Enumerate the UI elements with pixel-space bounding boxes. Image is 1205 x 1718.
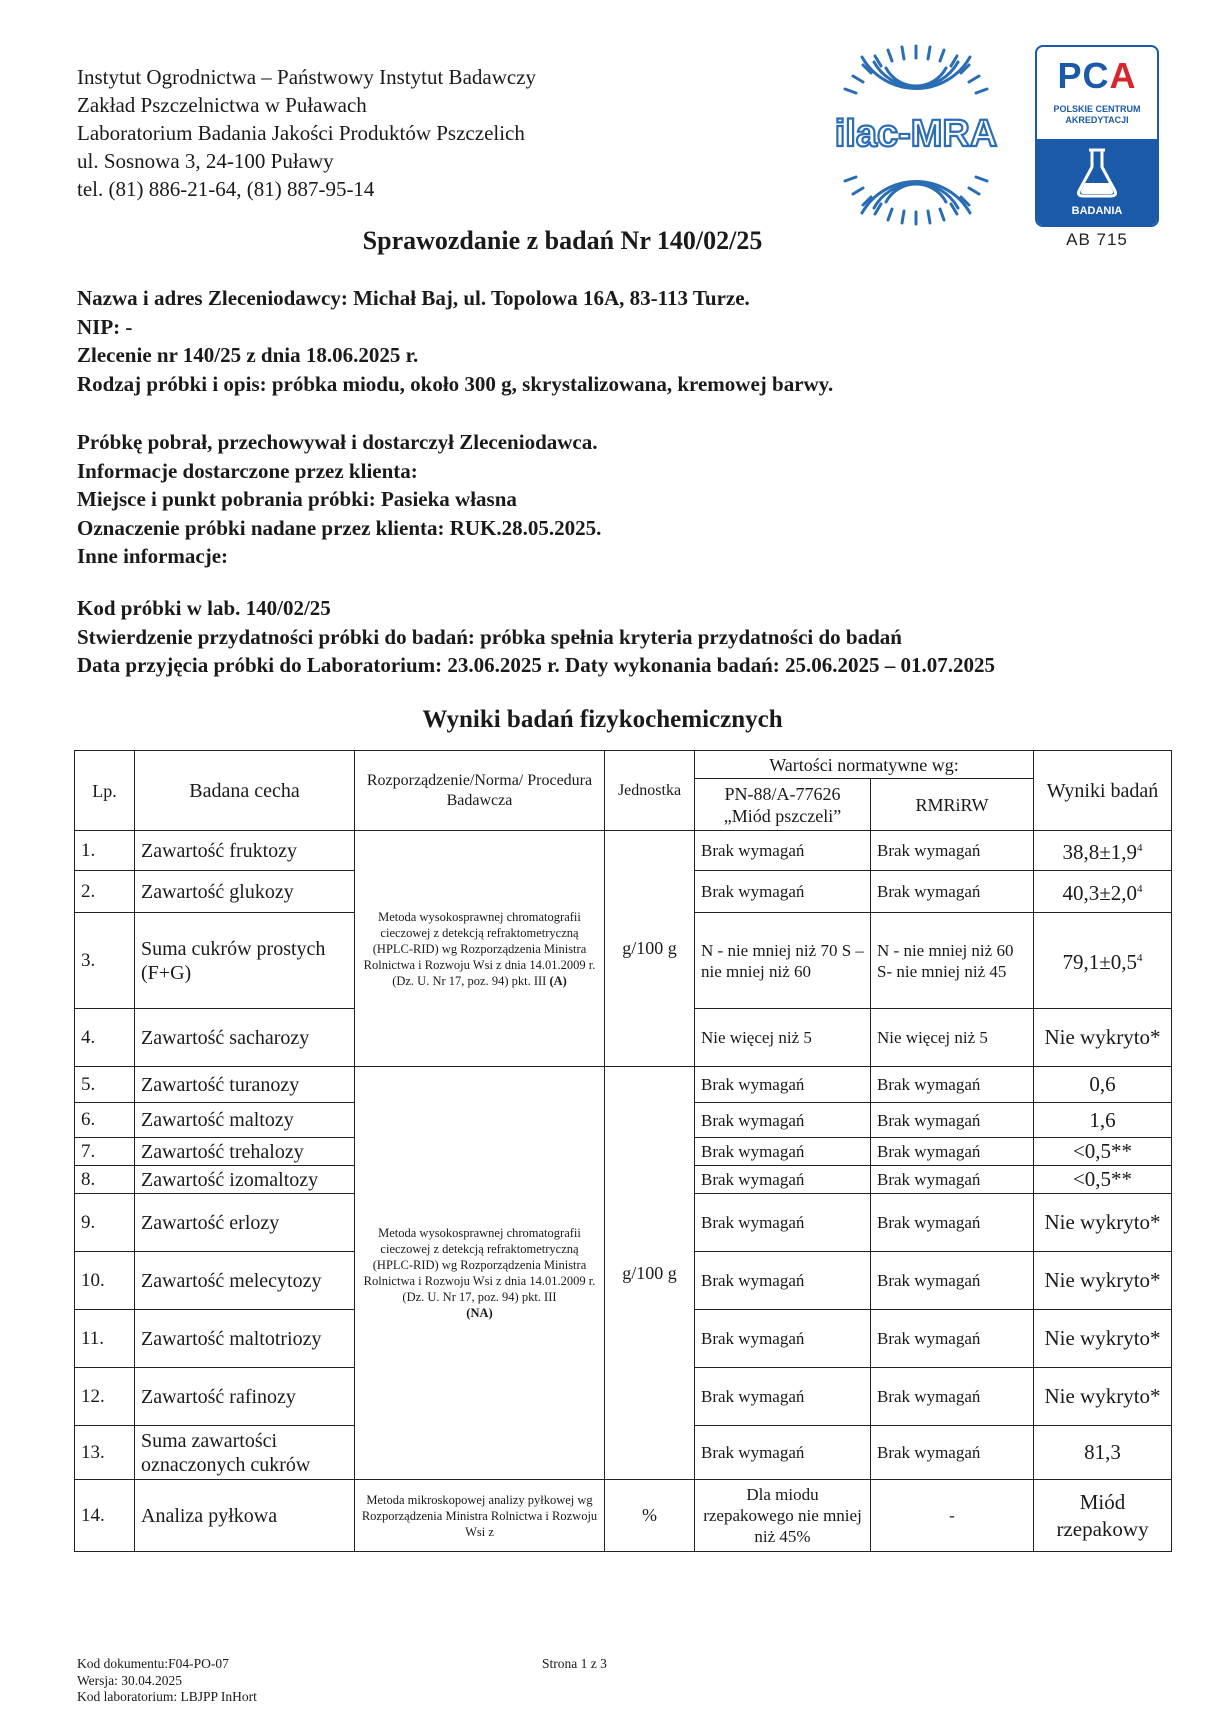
row-feature: Zawartość erlozy [135,1194,355,1252]
header-norm-group: Wartości normatywne wg: [695,751,1034,779]
sample-suitability: Stwierdzenie przydatności próbki do badań: próbka spełnia kryteria przydatności do badań [77,624,902,649]
header-norm-pn: PN-88/A-77626 „Miód pszczeli” [695,779,871,831]
footer-doc-info [77,1656,257,1706]
order-number: Zlecenie nr 140/25 z dnia 18.06.2025 r. [77,343,419,367]
row-feature: Suma cukrów prostych (F+G) [135,913,355,1009]
row-lp: 13. [75,1426,135,1480]
row-norm-pn: Brak wymagań [695,1194,871,1252]
row-feature: Zawartość turanozy [135,1067,355,1103]
row-feature: Suma zawartości oznaczonych cukrów [135,1426,355,1480]
pca-subtitle: POLSKIE CENTRUM AKREDYTACJI [1053,104,1141,125]
row-lp: 11. [75,1310,135,1368]
row-result: Nie wykryto* [1034,1310,1172,1368]
page-number: Strona 1 z 3 [542,1656,607,1671]
row-result: <0,5** [1034,1166,1172,1194]
row-feature: Zawartość trehalozy [135,1138,355,1166]
pca-logo [1035,45,1159,227]
lab-sample-code: Kod próbki w lab. 140/02/25 [77,596,331,620]
method-c: Metoda mikroskopowej analizy pyłkowej wg Rozporządzenia Ministra Rolnictwa i Rozwoju Wsi z [355,1480,605,1552]
institute-header [77,63,536,203]
results-table [74,750,1172,1552]
institute-name: Instytut Ogrodnictwa – Państwowy Instytut Badawczy [77,65,537,89]
row-feature: Zawartość rafinozy [135,1368,355,1426]
row-result: <0,5** [1034,1138,1172,1166]
lab-info-block [77,594,995,680]
header-feature: Badana cecha [135,751,355,831]
row-feature: Zawartość maltotriozy [135,1310,355,1368]
department-name: Zakład Pszczelnictwa w Puławach [77,93,367,117]
row-feature: Zawartość fruktozy [135,831,355,871]
row-norm-rmrirw: Brak wymagań [871,1166,1034,1194]
row-lp: 4. [75,1009,135,1067]
method-a: Metoda wysokosprawnej chromatografii cieczowej z detekcją refraktometryczną (HPLC-RID) wg Rozporządzenia Ministra Rolnictwa i Rozwoju Wsi z dnia 14.01.2009 r. (Dz. U. Nr 17, poz. 94) pkt. III (A) [355,831,605,1067]
unit-c: % [605,1480,695,1552]
row-result: 81,3 [1034,1426,1172,1480]
row-result: $38,8\pm 1,9^4$ [1034,831,1172,871]
row-feature: Zawartość sacharozy [135,1009,355,1067]
table-row [75,831,1172,871]
row-feature: Zawartość glukozy [135,871,355,913]
report-title: Sprawozdanie z badań Nr 140/02/25 [362,226,763,255]
pca-letters: PCA [1057,55,1137,96]
row-norm-pn: Brak wymagań [695,1067,871,1103]
row-feature: Zawartość izomaltozy [135,1166,355,1194]
flask-icon [1074,147,1120,199]
unit-a: g/100 g [605,831,695,1067]
pca-band [1037,139,1157,225]
row-lp: 6. [75,1103,135,1138]
accreditation-number: AB 715 [1066,230,1128,249]
row-result: 1,6 [1034,1103,1172,1138]
row-lp: 9. [75,1194,135,1252]
row-result: $79,1\pm 0,5^4$ [1034,913,1172,1009]
table-row [75,1480,1172,1552]
unit-b: g/100 g [605,1067,695,1480]
row-result: Nie wykryto* [1034,1009,1172,1067]
row-norm-rmrirw: - [871,1480,1034,1552]
header-lp: Lp. [75,751,135,831]
row-norm-rmrirw: Brak wymagań [871,1103,1034,1138]
row-norm-pn: Brak wymagań [695,831,871,871]
row-norm-pn: Brak wymagań [695,1103,871,1138]
row-norm-rmrirw: Brak wymagań [871,871,1034,913]
row-norm-pn: Brak wymagań [695,1426,871,1480]
row-norm-pn: N - nie mniej niż 70 S – nie mniej niż 60 [695,913,871,1009]
row-norm-pn: Brak wymagań [695,1138,871,1166]
client-info-label: Informacje dostarczone przez klienta: [77,458,418,483]
laboratory-code: Kod laboratorium: LBJPP InHort [77,1689,257,1704]
row-lp: 3. [75,913,135,1009]
row-norm-pn: Brak wymagań [695,871,871,913]
row-result: Nie wykryto* [1034,1368,1172,1426]
header-unit: Jednostka [605,751,695,831]
row-feature: Zawartość maltozy [135,1103,355,1138]
test-dates: Data przyjęcia próbki do Laboratorium: 23.06.2025 r. Daty wykonania badań: 25.06.2025 – 01.07.2025 [77,653,996,677]
row-norm-rmrirw: Brak wymagań [871,1426,1034,1480]
sample-marking: Oznaczenie próbki nadane przez klienta: RUK.28.05.2025. [77,515,602,540]
row-result: Miód rzepakowy [1034,1480,1172,1552]
row-norm-pn: Brak wymagań [695,1252,871,1310]
row-norm-pn: Nie więcej niż 5 [695,1009,871,1067]
other-info: Inne informacje: [77,544,229,568]
sampling-who: Próbkę pobrał, przechowywał i dostarczył Zleceniodawca. [77,430,598,454]
client-nip: NIP: - [77,314,133,339]
row-lp: 14. [75,1480,135,1552]
laboratory-name: Laboratorium Badania Jakości Produktów Pszczelich [77,121,525,145]
row-norm-rmrirw: Brak wymagań [871,1067,1034,1103]
row-norm-pn: Brak wymagań [695,1368,871,1426]
row-result: Nie wykryto* [1034,1194,1172,1252]
ilac-mra-logo [822,40,1010,230]
institute-address: ul. Sosnowa 3, 24-100 Puławy [77,149,334,173]
row-norm-rmrirw: Brak wymagań [871,831,1034,871]
header-results: Wyniki badań [1034,751,1172,831]
table-row [75,1067,1172,1103]
ilac-mra-text: ilac-MRA [834,113,998,155]
row-result: 0,6 [1034,1067,1172,1103]
method-b: Metoda wysokosprawnej chromatografii cieczowej z detekcją refraktometryczną (HPLC-RID) wg Rozporządzenia Ministra Rolnictwa i Rozwoju Wsi z dnia 14.01.2009 r. (Dz. U. Nr 17, poz. 94) pkt. III (NA) [355,1067,605,1480]
row-norm-pn: Dla miodu rzepakowego nie mniej niż 45% [695,1480,871,1552]
row-norm-rmrirw: Brak wymagań [871,1252,1034,1310]
row-result: $40,3\pm 2,0^4$ [1034,871,1172,913]
row-norm-rmrirw: Brak wymagań [871,1138,1034,1166]
row-lp: 7. [75,1138,135,1166]
client-name-address: Nazwa i adres Zleceniodawcy: Michał Baj, ul. Topolowa 16A, 83-113 Turze. [77,286,750,310]
row-norm-rmrirw: Nie więcej niż 5 [871,1009,1034,1067]
document-code: Kod dokumentu:F04-PO-07 [77,1656,229,1671]
pca-badania-label: BADANIA [1071,205,1123,217]
row-norm-pn: Brak wymagań [695,1310,871,1368]
sample-type: Rodzaj próbki i opis: próbka miodu, około 300 g, skrystalizowana, kremowej barwy. [77,371,834,396]
row-lp: 10. [75,1252,135,1310]
row-lp: 2. [75,871,135,913]
institute-phone: tel. (81) 886-21-64, (81) 887-95-14 [77,177,375,201]
row-norm-rmrirw: N - nie mniej niż 60 S- nie mniej niż 45 [871,913,1034,1009]
row-norm-rmrirw: Brak wymagań [871,1310,1034,1368]
header-method: Rozporządzenie/Norma/ Procedura Badawcza [355,751,605,831]
row-feature: Analiza pyłkowa [135,1480,355,1552]
header-norm-rmrirw: RMRiRW [871,779,1034,831]
row-lp: 5. [75,1067,135,1103]
section-title: Wyniki badań fizykochemicznych [422,706,783,733]
row-lp: 8. [75,1166,135,1194]
row-lp: 12. [75,1368,135,1426]
sampling-place: Miejsce i punkt pobrania próbki: Pasieka własna [77,487,517,511]
sampling-info-block [77,428,601,571]
row-result: Nie wykryto* [1034,1252,1172,1310]
document-version: Wersja: 30.04.2025 [77,1672,183,1688]
client-info-block [77,284,833,398]
row-norm-pn: Brak wymagań [695,1166,871,1194]
row-lp: 1. [75,831,135,871]
row-norm-rmrirw: Brak wymagań [871,1194,1034,1252]
row-norm-rmrirw: Brak wymagań [871,1368,1034,1426]
row-feature: Zawartość melecytozy [135,1252,355,1310]
